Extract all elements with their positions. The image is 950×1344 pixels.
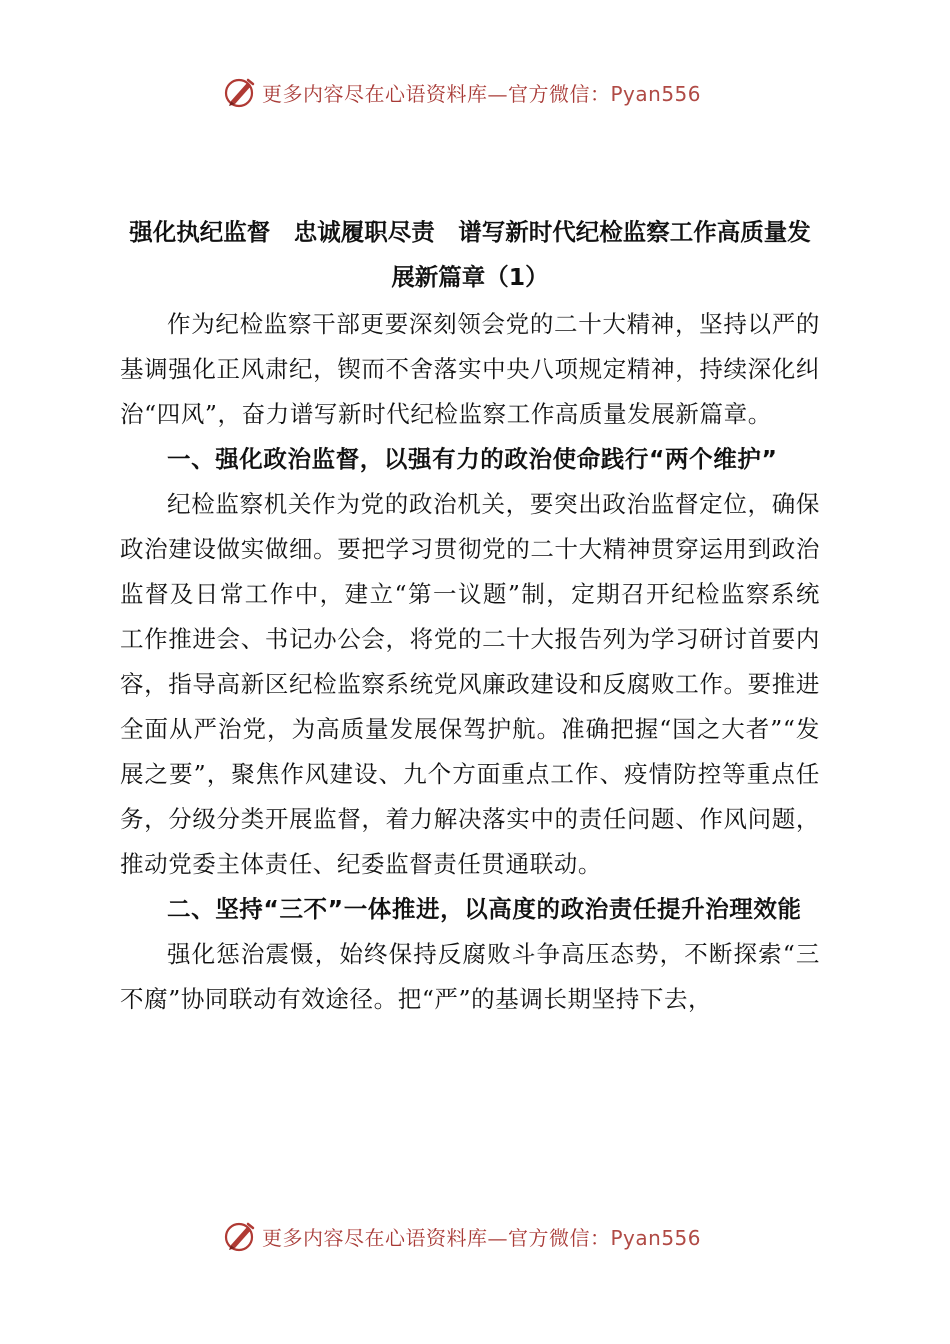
section-heading-1: 一、强化政治监督，以强有力的政治使命践行“两个维护” [167,445,778,473]
watermark-text: 更多内容尽在心语资料库—官方微信：Pyan556 [262,1225,702,1250]
watermark-text: 更多内容尽在心语资料库—官方微信：Pyan556 [262,81,702,106]
pen-logo-icon [222,1218,258,1254]
watermark-header [222,74,701,110]
document-body [120,210,820,1022]
section-heading-2: 二、坚持“三不”一体推进，以高度的政治责任提升治理效能 [167,895,802,923]
document-title: 强化执纪监督 忠诚履职尽责 谱写新时代纪检监察工作高质量发展新篇章（1） [129,218,811,291]
intro-paragraph: 作为纪检监察干部更要深刻领会党的二十大精神，坚持以严的基调强化正风肃纪，锲而不舍落实中央八项规定精神，持续深化纠治“四风”，奋力谱写新时代纪检监察工作高质量发展新篇章。 [120,310,820,428]
pen-logo-icon [222,74,258,110]
watermark-footer [222,1218,701,1254]
section-body-1: 纪检监察机关作为党的政治机关，要突出政治监督定位，确保政治建设做实做细。要把学习贯彻党的二十大精神贯穿运用到政治监督及日常工作中，建立“第一议题”制，定期召开纪检监察系统工作推进会、书记办公会，将党的二十大报告列为学习研讨首要内容，指导高新区纪检监察系统党风廉政建设和反腐败工作。要推进全面从严治党，为高质量发展保驾护航。准确把握“国之大者”“发展之要”，聚焦作风建设、九个方面重点工作、疫情防控等重点任务，分级分类开展监督，着力解决落实中的责任问题、作风问题，推动党委主体责任、纪委监督责任贯通联动。 [120,490,820,878]
section-body-2: 强化惩治震慑，始终保持反腐败斗争高压态势，不断探索“三不腐”协同联动有效途径。把“严”的基调长期坚持下去， [120,940,820,1013]
